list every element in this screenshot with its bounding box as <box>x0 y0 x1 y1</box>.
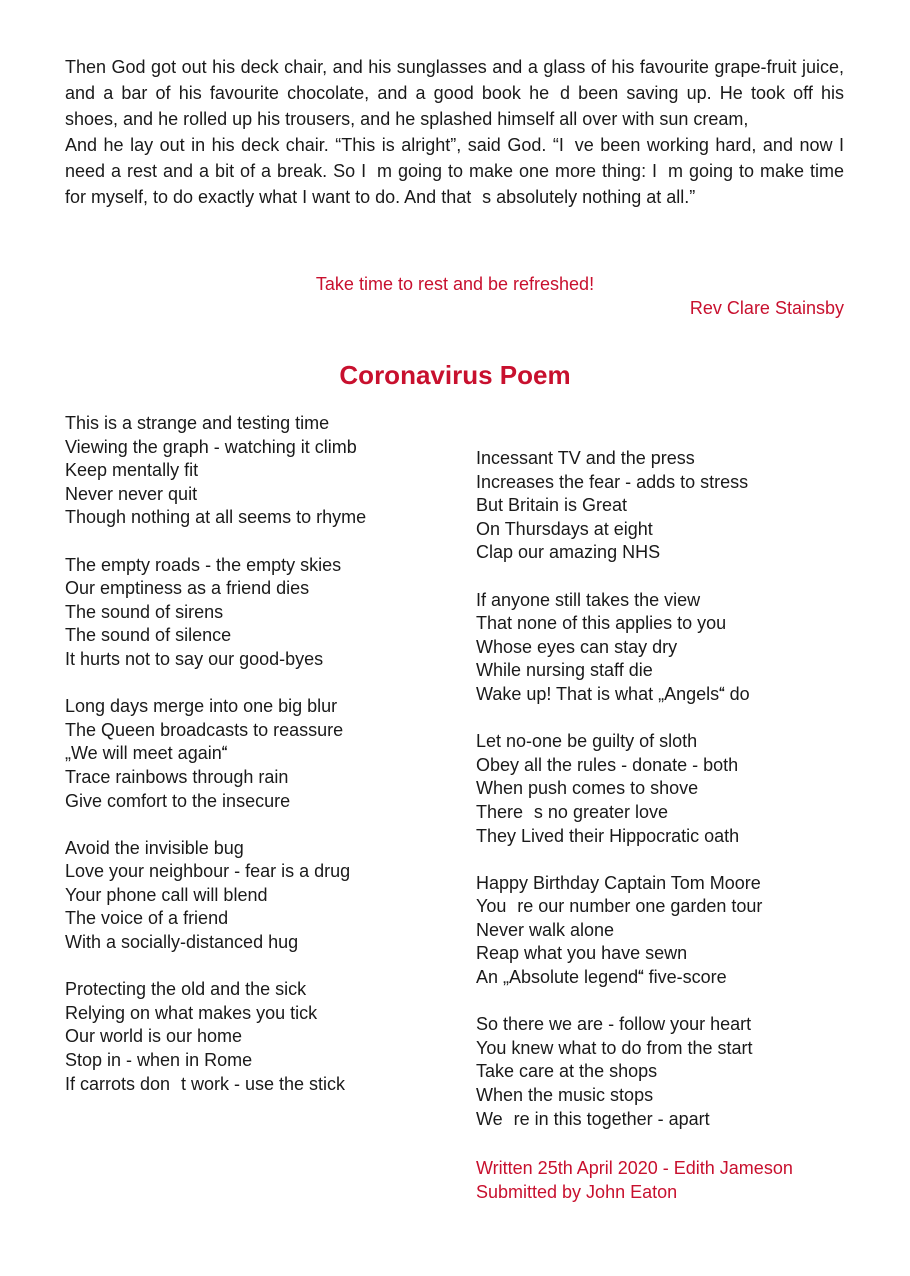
poem-line: The empty roads - the empty skies <box>65 554 342 575</box>
poem-line: Love your neighbour - fear is a drug <box>65 861 351 882</box>
credit-submitted: Submitted by John Eaton <box>476 1182 678 1202</box>
tagline: Take time to rest and be refreshed! <box>315 274 595 294</box>
poem-line: Protecting the old and the sick <box>65 979 307 1000</box>
poem-line: Trace rainbows through rain <box>65 766 289 787</box>
poem-line: An „Absolute legend five-score <box>476 967 727 988</box>
poem-title: Coronavirus Poem <box>339 360 571 390</box>
poem-line: While nursing staff die <box>476 660 653 681</box>
poem-line: Never never quit <box>65 483 198 504</box>
poem-line: Never walk alone <box>476 919 615 940</box>
poem-line: That none of this applies to you <box>476 613 727 634</box>
poem-line: When push comes to shove <box>476 778 699 799</box>
poem-stanza <box>65 554 465 672</box>
author-signature: Rev Clare Stainsby <box>689 298 844 318</box>
prose-paragraph: And he lay out in his deck chair. “This is alright”, said God. “Ive been working hard, and now I need a rest and a bit of a break. So Im going to make one more thing: Im going to make time for myself, to do exactly what I want to do. And thats absolutely nothing at all.” <box>65 135 844 207</box>
credit-written: Written 25th April 2020 - Edith Jameson <box>476 1158 793 1178</box>
poem-stanza <box>476 1013 876 1131</box>
poem-line: If anyone still takes the view <box>476 589 701 610</box>
poem-line: Though nothing at all seems to rhyme <box>65 507 367 528</box>
poem-stanza <box>65 695 465 813</box>
poem-line: Keep mentally fit <box>65 460 199 481</box>
poem-line: Reap what you have sewn <box>476 943 688 964</box>
poem-line: The voice of a friend <box>65 908 229 929</box>
poem-line: Were in this together - apart <box>476 1108 710 1129</box>
poem-line: Theres no greater love <box>476 801 668 822</box>
poem-line: Long days merge into one big blur <box>65 696 338 717</box>
poem-line: The sound of sirens <box>65 601 224 622</box>
poem-column-left <box>65 412 465 1120</box>
poem-line: So there we are - follow your heart <box>476 1014 752 1035</box>
poem-line: Happy Birthday Captain Tom Moore <box>476 872 761 893</box>
poem-line: Let no-one be guilty of sloth <box>476 731 698 752</box>
poem-stanza <box>476 447 876 565</box>
poem-line: Our emptiness as a friend dies <box>65 578 310 599</box>
poem-line: Take care at the shops <box>476 1061 658 1082</box>
poem-line: Our world is our home <box>65 1026 243 1047</box>
poem-column-right <box>476 447 876 1155</box>
poem-stanza <box>476 730 876 848</box>
poem-stanza <box>65 837 465 955</box>
poem-line: Wake up! That is what „Angels do <box>476 683 750 704</box>
poem-line: Relying on what makes you tick <box>65 1002 318 1023</box>
poem-line: Clap our amazing NHS <box>476 542 661 563</box>
poem-line: Obey all the rules - donate - both <box>476 754 739 775</box>
poem-line: Avoid the invisible bug <box>65 837 244 858</box>
poem-line: Whose eyes can stay dry <box>476 636 678 657</box>
poem-line: Youre our number one garden tour <box>476 896 763 917</box>
poem-line: The Queen broadcasts to reassure <box>65 719 344 740</box>
poem-line: With a socially-distanced hug <box>65 932 299 953</box>
poem-line: The sound of silence <box>65 625 232 646</box>
poem-stanza <box>65 978 465 1096</box>
poem-line: If carrots dont work - use the stick <box>65 1073 345 1094</box>
poem-stanza <box>476 589 876 707</box>
poem-line: Increases the fear - adds to stress <box>476 471 749 492</box>
poem-line: When the music stops <box>476 1085 654 1106</box>
prose-block <box>65 54 844 210</box>
poem-stanza <box>65 412 465 530</box>
poem-line: Viewing the graph - watching it climb <box>65 436 357 457</box>
poem-line: It hurts not to say our good-byes <box>65 648 324 669</box>
poem-line: Give comfort to the insecure <box>65 790 291 811</box>
poem-line: But Britain is Great <box>476 495 628 516</box>
poem-line: Your phone call will blend <box>65 884 268 905</box>
poem-line: They Lived their Hippocratic oath <box>476 825 740 846</box>
poem-credits <box>476 1156 793 1204</box>
poem-line: Stop in - when in Rome <box>65 1050 253 1071</box>
poem-line: „We will meet again <box>65 743 228 764</box>
poem-stanza <box>476 872 876 990</box>
poem-line: On Thursdays at eight <box>476 518 653 539</box>
poem-line: Incessant TV and the press <box>476 448 695 468</box>
poem-line: You knew what to do from the start <box>476 1037 753 1058</box>
prose-paragraph: Then God got out his deck chair, and his sunglasses and a glass of his favourite grape-fruit juice, and a bar of his favourite chocolate, and a good book hed been saving up. He took off his shoes, and he rolled up his trousers, and he splashed himself all over with sun cream, <box>65 57 844 129</box>
poem-line: This is a strange and testing time <box>65 413 330 433</box>
